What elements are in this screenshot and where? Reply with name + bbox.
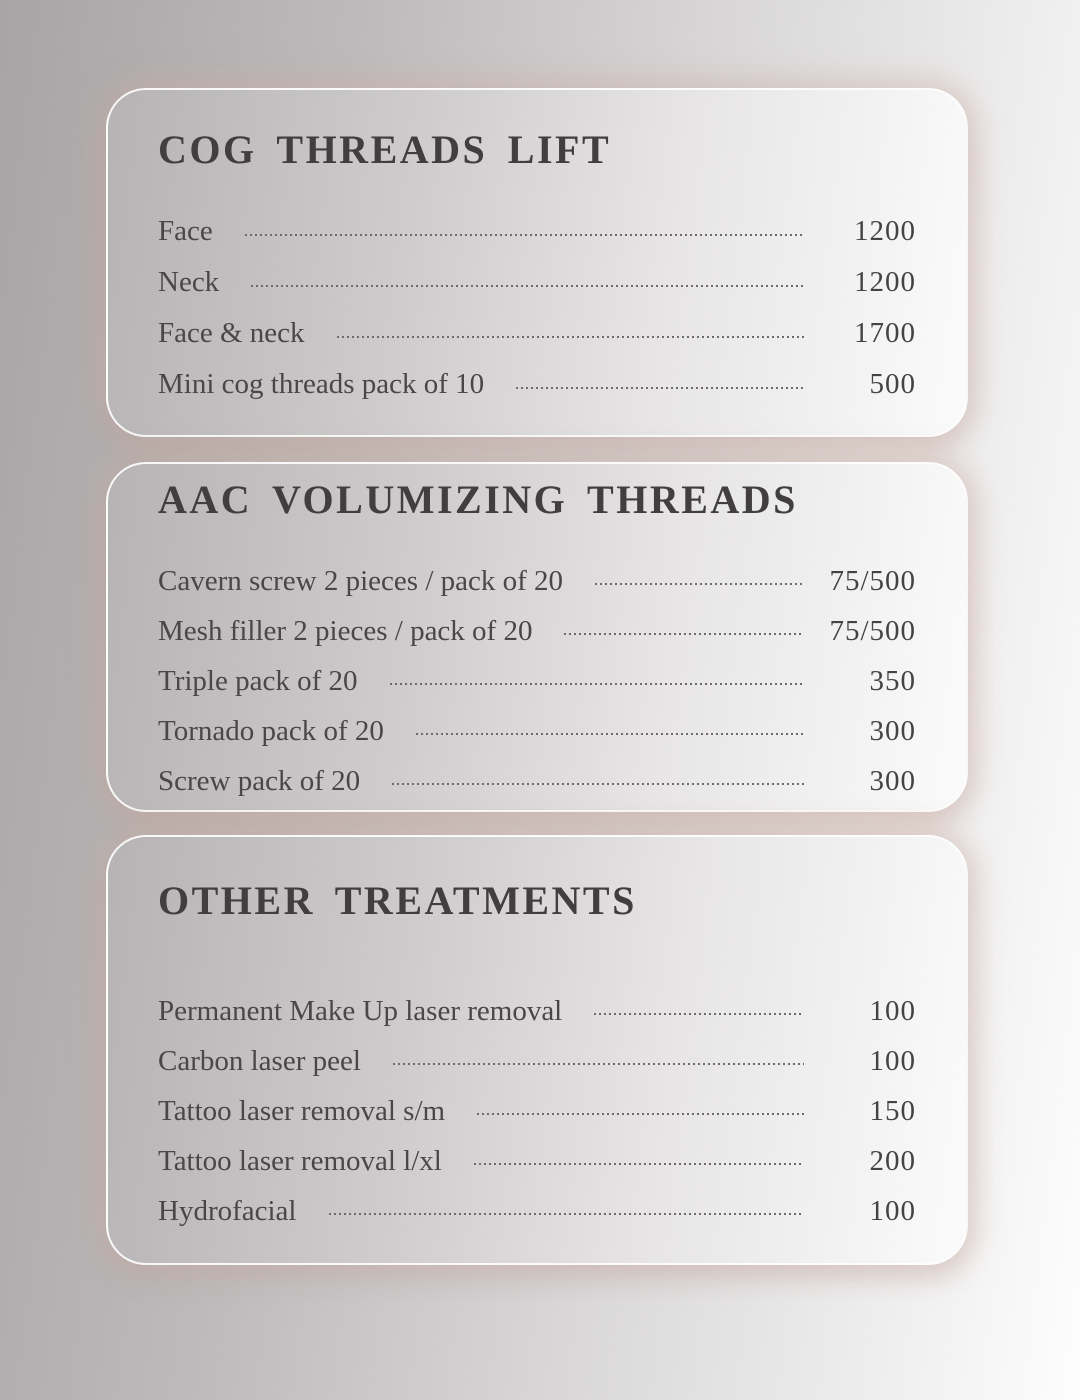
item-label: Cavern screw 2 pieces / pack of 20: [158, 564, 564, 597]
item-price: 100: [869, 1044, 916, 1077]
item-price: 300: [869, 714, 916, 747]
item-label: Permanent Make Up laser removal: [158, 994, 563, 1027]
item-price: 100: [869, 1194, 916, 1227]
dotted-leader: [251, 285, 804, 287]
dotted-leader: [329, 1213, 805, 1215]
price-row: [158, 1186, 916, 1236]
price-row: [158, 656, 916, 706]
price-row: [158, 556, 916, 606]
dotted-leader: [474, 1163, 804, 1165]
item-label: Mesh filler 2 pieces / pack of 20: [158, 614, 533, 647]
section-card-aac-volumizing-threads: [106, 462, 968, 812]
section-title: COG THREADS LIFT: [158, 127, 612, 172]
price-row: [158, 1086, 916, 1136]
price-row: [158, 206, 916, 257]
item-label: Hydrofacial: [158, 1194, 297, 1227]
item-label: Tornado pack of 20: [158, 714, 384, 747]
price-row: [158, 308, 916, 359]
dotted-leader: [245, 234, 804, 236]
item-price: 500: [869, 368, 916, 401]
item-price: 75/500: [829, 564, 916, 597]
dotted-leader: [393, 1063, 804, 1065]
price-rows: [158, 986, 916, 1236]
item-price: 1700: [854, 317, 916, 350]
dotted-leader: [416, 733, 804, 735]
dotted-leader: [564, 633, 804, 635]
price-row: [158, 359, 916, 410]
item-label: Carbon laser peel: [158, 1044, 361, 1077]
price-row: [158, 1136, 916, 1186]
item-price: 350: [869, 664, 916, 697]
price-row: [158, 606, 916, 656]
item-label: Mini cog threads pack of 10: [158, 368, 485, 401]
item-label: Face: [158, 215, 213, 248]
section-title: OTHER TREATMENTS: [158, 878, 637, 923]
dotted-leader: [392, 783, 804, 785]
item-price: 1200: [854, 266, 916, 299]
item-label: Triple pack of 20: [158, 664, 358, 697]
item-price: 150: [869, 1094, 916, 1127]
item-label: Neck: [158, 266, 220, 299]
dotted-leader: [594, 1013, 804, 1015]
section-card-other-treatments: [106, 835, 968, 1265]
item-price: 1200: [854, 215, 916, 248]
dotted-leader: [595, 583, 804, 585]
price-rows: [158, 556, 916, 806]
section-title: AAC VOLUMIZING THREADS: [158, 477, 798, 522]
dotted-leader: [477, 1113, 804, 1115]
item-price: 75/500: [829, 614, 916, 647]
dotted-leader: [516, 387, 804, 389]
item-label: Tattoo laser removal s/m: [158, 1094, 446, 1127]
item-label: Face & neck: [158, 317, 305, 350]
section-card-cog-threads-lift: [106, 88, 968, 437]
dotted-leader: [390, 683, 805, 685]
price-row: [158, 986, 916, 1036]
item-price: 300: [869, 764, 916, 797]
item-price: 200: [869, 1144, 916, 1177]
price-row: [158, 1036, 916, 1086]
price-rows: [158, 206, 916, 410]
dotted-leader: [337, 336, 804, 338]
price-row: [158, 756, 916, 806]
price-row: [158, 257, 916, 308]
price-row: [158, 706, 916, 756]
item-price: 100: [869, 994, 916, 1027]
item-label: Screw pack of 20: [158, 764, 361, 797]
item-label: Tattoo laser removal l/xl: [158, 1144, 442, 1177]
